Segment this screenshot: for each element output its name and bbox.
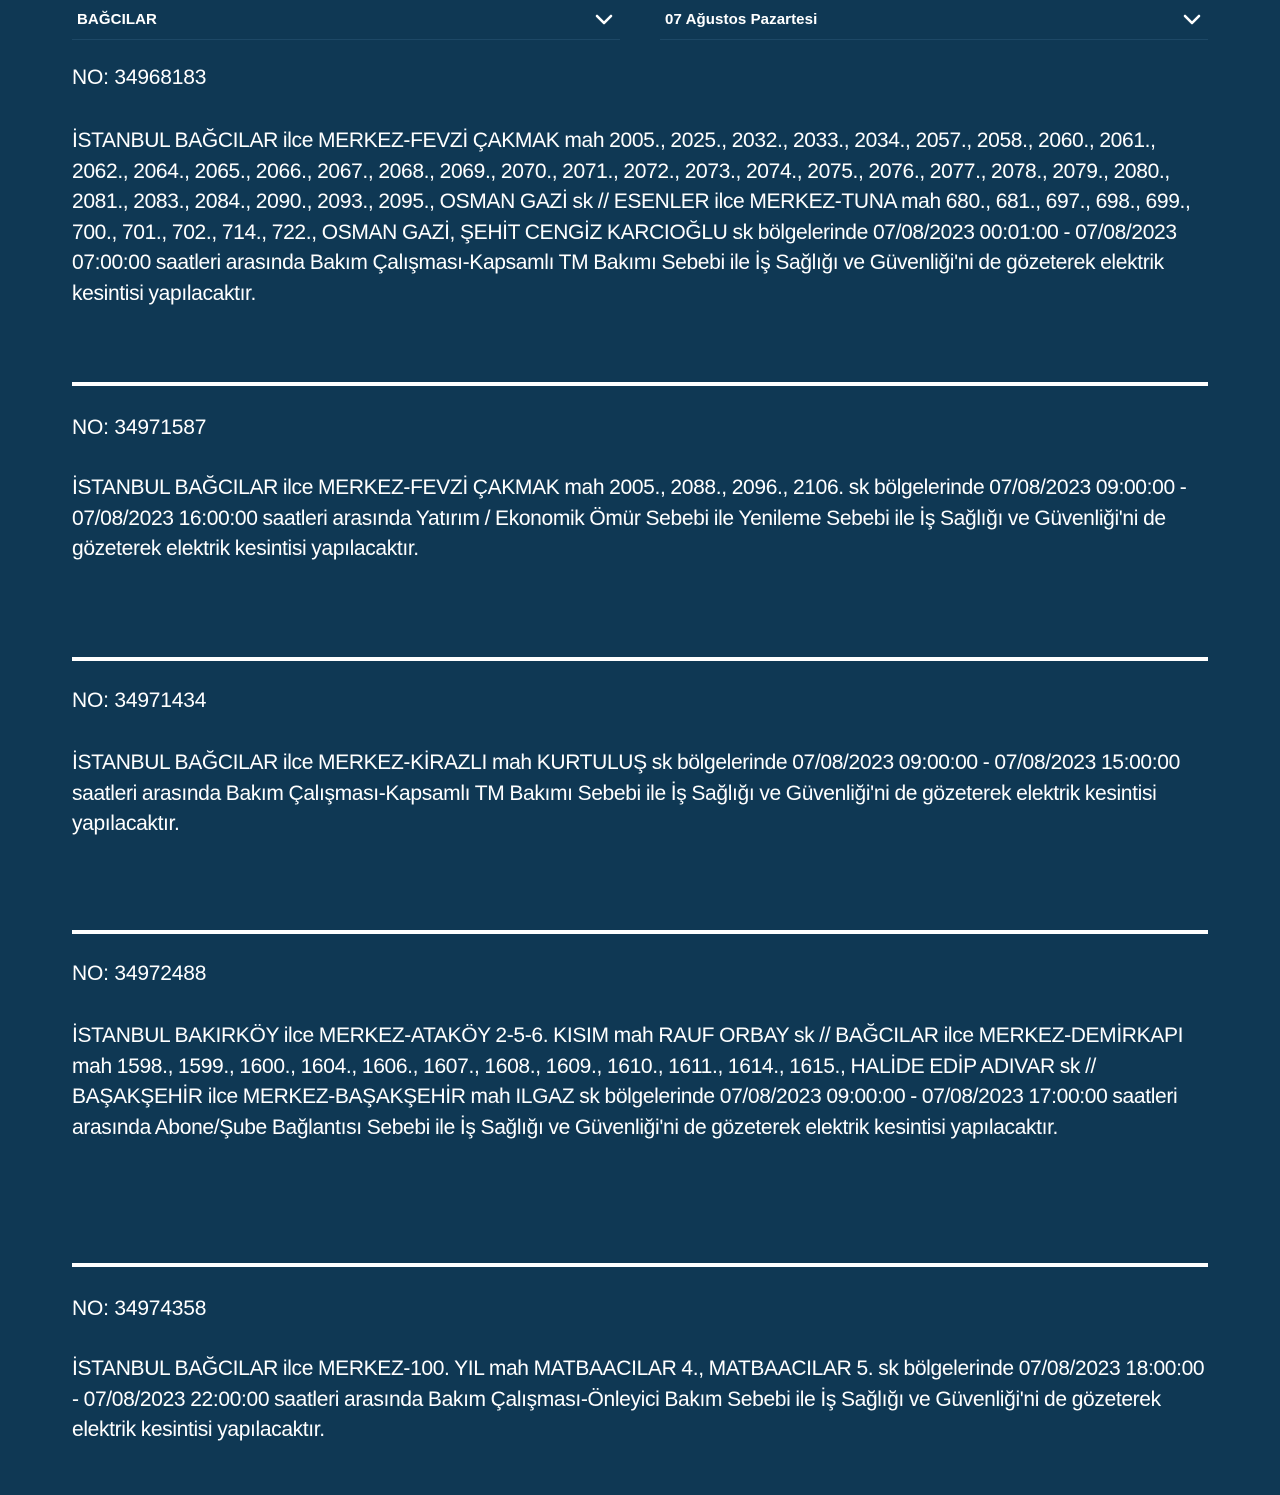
- chevron-down-icon[interactable]: [1182, 10, 1202, 30]
- outage-description: İSTANBUL BAĞCILAR ilce MERKEZ-KİRAZLI mah KURTULUŞ sk bölgelerinde 07/08/2023 09:00:00 - 07/08/2023 15:00:00 saatleri arasında Bakım Çalışması-Kapsamlı TM Bakımı Sebebi ile İş Sağlığı ve Güvenliği'ni de gözeterek elektrik kesintisi yapılacaktır.: [72, 751, 1180, 835]
- date-select-value: 07 Ağustos Pazartesi: [665, 11, 818, 28]
- filter-bar: [72, 0, 1208, 52]
- district-select-value: BAĞCILAR: [77, 11, 157, 28]
- outage-item: [72, 960, 1208, 1263]
- divider: [72, 930, 1208, 934]
- divider: [72, 657, 1208, 661]
- outage-item: [72, 1295, 1208, 1495]
- chevron-down-icon[interactable]: [594, 10, 614, 30]
- outage-number: NO: 34972488: [72, 962, 207, 985]
- outage-list: [72, 52, 1208, 1495]
- outage-description: İSTANBUL BAKIRKÖY ilce MERKEZ-ATAKÖY 2-5-6. KISIM mah RAUF ORBAY sk // BAĞCILAR ilce MERKEZ-DEMİRKAPI mah 1598., 1599., 1600., 1604., 1606., 1607., 1608., 1609., 1610., 1611., 1614., 1615., HALİDE EDİP ADIVAR sk // BAŞAKŞEHİR ilce MERKEZ-BAŞAKŞEHİR mah ILGAZ sk bölgelerinde 07/08/2023 09:00:00 - 07/08/2023 17:00:00 saatleri arasında Abone/Şube Bağlantısı Sebebi ile İş Sağlığı ve Güvenliği'ni de gözeterek elektrik kesintisi yapılacaktır.: [72, 1024, 1184, 1139]
- outage-number: NO: 34971434: [72, 689, 207, 712]
- district-select[interactable]: [72, 0, 620, 40]
- outage-number: NO: 34974358: [72, 1297, 207, 1320]
- outage-description: İSTANBUL BAĞCILAR ilce MERKEZ-100. YIL mah MATBAACILAR 4., MATBAACILAR 5. sk bölgelerinde 07/08/2023 18:00:00 - 07/08/2023 22:00:00 saatleri arasında Bakım Çalışması-Önleyici Bakım Sebebi ile İş Sağlığı ve Güvenliği'ni de gözeterek elektrik kesintisi yapılacaktır.: [72, 1357, 1205, 1441]
- outage-number: NO: 34968183: [72, 66, 207, 89]
- outage-description: İSTANBUL BAĞCILAR ilce MERKEZ-FEVZİ ÇAKMAK mah 2005., 2088., 2096., 2106. sk bölgelerinde 07/08/2023 09:00:00 - 07/08/2023 16:00:00 saatleri arasında Yatırım / Ekonomik Ömür Sebebi ile Yenileme Sebebi ile İş Sağlığı ve Güvenliği'ni de gözeterek elektrik kesintisi yapılacaktır.: [72, 476, 1187, 560]
- outage-number: NO: 34971587: [72, 416, 207, 439]
- divider: [72, 382, 1208, 386]
- outage-item: [72, 687, 1208, 930]
- divider: [72, 1263, 1208, 1267]
- date-select[interactable]: [660, 0, 1208, 40]
- outage-item: [72, 64, 1208, 382]
- outage-description: İSTANBUL BAĞCILAR ilce MERKEZ-FEVZİ ÇAKMAK mah 2005., 2025., 2032., 2033., 2034., 2057., 2058., 2060., 2061., 2062., 2064., 2065., 2066., 2067., 2068., 2069., 2070., 2071., 2072., 2073., 2074., 2075., 2076., 2077., 2078., 2079., 2080., 2081., 2083., 2084., 2090., 2093., 2095., OSMAN GAZİ sk // ESENLER ilce MERKEZ-TUNA mah 680., 681., 697., 698., 699., 700., 701., 702., 714., 722., OSMAN GAZİ, ŞEHİT CENGİZ KARCIOĞLU sk bölgelerinde 07/08/2023 00:01:00 - 07/08/2023 07:00:00 saatleri arasında Bakım Çalışması-Kapsamlı TM Bakımı Sebebi ile İş Sağlığı ve Güvenliği'ni de gözeterek elektrik kesintisi yapılacaktır.: [72, 129, 1191, 305]
- outage-item: [72, 414, 1208, 657]
